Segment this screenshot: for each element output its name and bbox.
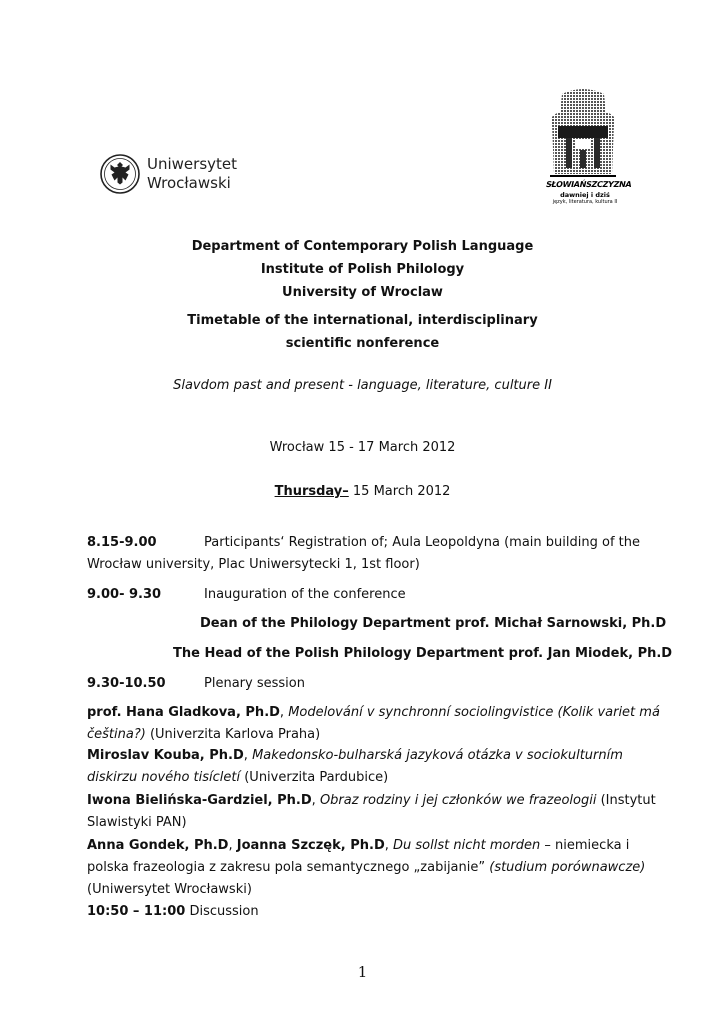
plenary-time: 9.30-10.50 [87,676,166,691]
university-emblem-icon [100,152,142,196]
talk-title-continued: čeština?) [87,727,146,742]
talk-separator: , [279,705,289,720]
conference-logo-title: SŁOWIAŃSZCZYZNA [545,180,633,189]
talk-speaker: Iwona Bielińska-Gardziel, Ph.D [87,793,312,808]
discussion-time: 10:50 – 11:00 [87,904,186,919]
slavic-figure-icon [540,86,626,180]
talk-title-continued: polska frazeologia z zakresu pola semantycznego „zabijanie” [87,860,486,875]
talk-speaker-1: Anna Gondek, Ph.D [87,838,229,853]
talk-2 [87,748,623,763]
talk-title-rest: – niemiecka i [540,838,630,853]
talk-3-continued: Slawistyki PAN) [87,815,187,830]
talk-speaker: Miroslav Kouba, Ph.D [87,748,244,763]
talk-title: Du sollst nicht morden [393,838,541,853]
talk-separator: , [228,838,237,853]
institute-heading: Institute of Polish Philology [260,262,465,277]
schedule-item-plenary [87,676,305,691]
talk-title: Makedonsko-bulharská jazyková otázka v sociokulturním [252,748,623,763]
timetable-heading-line1: Timetable of the international, interdisciplinary [187,313,538,328]
talk-4 [87,838,629,853]
conference-logo [540,86,633,210]
talk-affiliation: (Instytut [596,793,656,808]
talk-3 [87,793,656,808]
talk-4-continued [87,860,645,875]
dean-speaker: Dean of the Philology Department prof. Michał Sarnowski, Ph.D [200,616,667,631]
talk-title-italic: (studium porównawcze) [485,860,646,875]
talk-title: Modelování v synchronní sociolingvistice (Kolik variet má [288,705,660,720]
talk-separator: , [243,748,253,763]
page-number: 1 [357,963,368,981]
plenary-text: Plenary session [204,676,305,691]
schedule-item-inauguration [87,587,406,602]
talk-1 [87,705,660,720]
day-heading [0,484,725,499]
university-name-line2: Wrocławski [147,174,231,192]
talk-affiliation: (Univerzita Pardubice) [240,770,389,785]
department-heading: Department of Contemporary Polish Language [191,239,534,254]
schedule-item-registration [87,535,640,550]
timetable-heading-line2: scientific nonference [285,336,440,351]
conference-dates: Wrocław 15 - 17 March 2012 [269,440,456,455]
registration-text: Participants‘ Registration of; Aula Leopoldyna (main building of the [204,535,640,550]
inauguration-text: Inauguration of the conference [204,587,406,602]
day-date: 15 March 2012 [348,484,451,499]
talk-4-affiliation: (Uniwersytet Wrocławski) [87,882,252,897]
discussion-text: Discussion [185,904,259,919]
conference-logo-tagline: język, literatura, kultura II [552,199,618,205]
head-speaker: The Head of the Polish Philology Department prof. Jan Miodek, Ph.D [173,646,673,661]
registration-time: 8.15-9.00 [87,535,157,550]
inauguration-time: 9.00- 9.30 [87,587,162,602]
university-name-line1: Uniwersytet [147,155,237,173]
talk-separator: , [384,838,394,853]
talk-2-continued [87,770,388,785]
day-weekday: Thursday– [274,484,349,499]
university-logo [100,152,237,198]
schedule-item-discussion [87,904,259,919]
talk-speaker-2: Joanna Szczęk, Ph.D [236,838,385,853]
talk-speaker: prof. Hana Gladkova, Ph.D [87,705,280,720]
conference-logo-subtitle: dawniej i dziś [560,191,610,199]
talk-affiliation: (Univerzita Karlova Praha) [145,727,321,742]
talk-separator: , [311,793,320,808]
registration-text-continued: Wrocław university, Plac Uniwersytecki 1, 1st floor) [87,557,420,572]
conference-title: Slavdom past and present - language, literature, culture II [173,378,552,393]
talk-1-continued [87,727,320,742]
university-heading: University of Wroclaw [282,285,443,300]
talk-title-continued: diskirzu nového tisícletí [87,770,241,785]
talk-title: Obraz rodziny i jej członków we frazeologii [319,793,597,808]
